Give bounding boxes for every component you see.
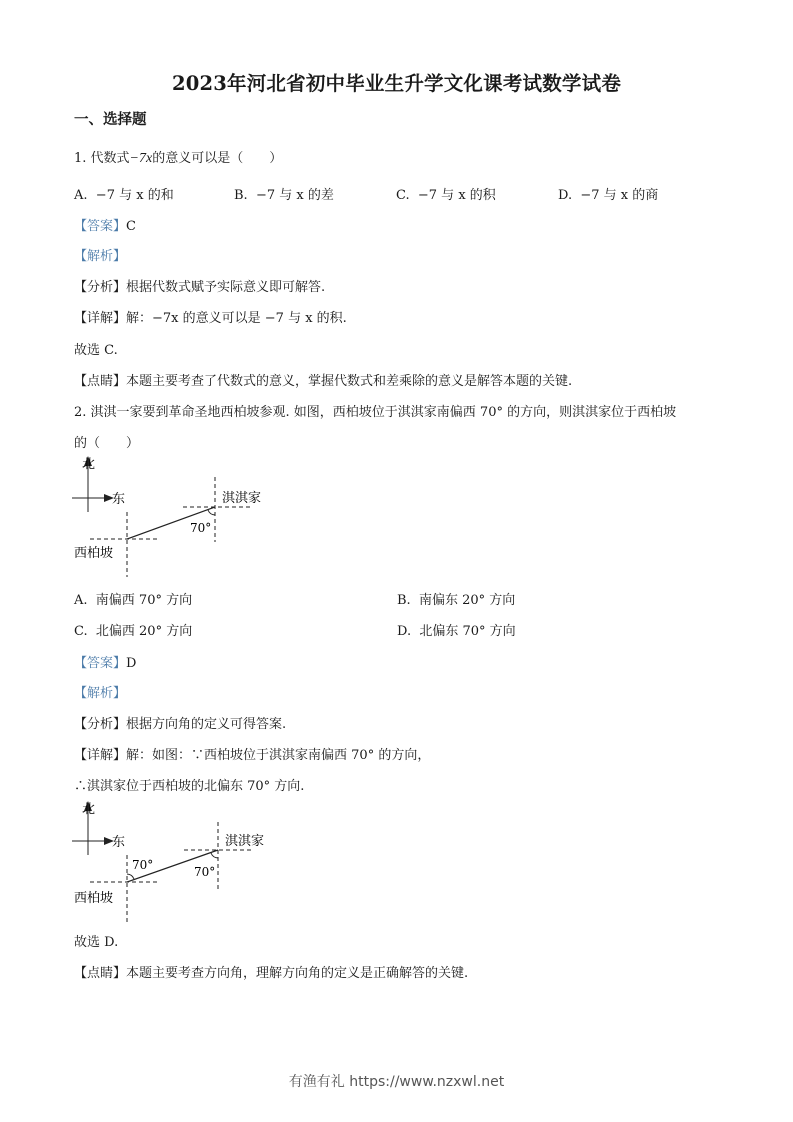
svg-text:70°: 70° — [132, 858, 154, 872]
q2-figure-2 — [60, 797, 320, 927]
q2-stem-line1: 2. 淇淇一家要到革命圣地西柏坡参观. 如图，西柏坡位于淇淇家南偏西 70° 的方向，则淇淇家位于西柏坡 — [74, 405, 677, 420]
q1-conclusion: 故选 C. — [74, 343, 118, 358]
svg-text:东: 东 — [112, 492, 126, 507]
footer-watermark: 有渔有礼 https://www.nzxwl.net — [288, 1074, 505, 1090]
q2-option-d: D. 北偏东 70° 方向 — [397, 624, 516, 639]
q2-analysis-heading: 【解析】 — [74, 686, 127, 701]
svg-text:东: 东 — [112, 835, 126, 850]
svg-text:淇淇家: 淇淇家 — [222, 491, 262, 506]
q2-option-c: C. 北偏西 20° 方向 — [74, 624, 193, 639]
svg-text:西柏坡: 西柏坡 — [74, 891, 114, 906]
q2-fenxi: 【分析】根据方向角的定义可得答案. — [74, 717, 287, 732]
svg-text:北: 北 — [82, 457, 96, 472]
page-title: 2023年河北省初中毕业生升学文化课考试数学试卷 — [171, 72, 622, 95]
q2-xiangjie: 【详解】解：如图：∵西柏坡位于淇淇家南偏西 70° 的方向， — [74, 748, 431, 763]
q1-dianjing: 【点睛】本题主要考查了代数式的意义，掌握代数式和差乘除的意义是解答本题的关键. — [74, 374, 573, 389]
q2-stem-line2: 的（ ） — [74, 436, 140, 451]
q1-option-b: B. −7 与 x 的差 — [234, 188, 334, 203]
q1-stem: 1. 代数式−7x的意义可以是（ ） — [74, 151, 283, 166]
q1-option-c: C. −7 与 x 的积 — [396, 188, 496, 203]
q2-therefore: ∴淇淇家位于西柏坡的北偏东 70° 方向. — [74, 779, 305, 794]
q1-answer: 【答案】C — [74, 219, 136, 234]
q2-answer: 【答案】D — [74, 656, 137, 671]
q1-xiangjie: 【详解】解：−7x 的意义可以是 −7 与 x 的积. — [74, 311, 347, 326]
q2-option-a: A. 南偏西 70° 方向 — [74, 593, 193, 608]
q1-option-a: A. −7 与 x 的和 — [74, 188, 174, 203]
svg-text:70°: 70° — [190, 521, 212, 535]
svg-text:70°: 70° — [194, 865, 216, 879]
svg-text:西柏坡: 西柏坡 — [74, 546, 114, 561]
svg-text:北: 北 — [82, 802, 96, 817]
q1-analysis-heading: 【解析】 — [74, 249, 127, 264]
q2-option-b: B. 南偏东 20° 方向 — [397, 593, 516, 608]
section-heading: 一、选择题 — [74, 111, 147, 128]
svg-text:淇淇家: 淇淇家 — [225, 834, 265, 849]
q2-figure-1 — [60, 452, 300, 582]
q2-conclusion: 故选 D. — [74, 935, 119, 950]
q2-dianjing: 【点睛】本题主要考查方向角，理解方向角的定义是正确解答的关键. — [74, 966, 469, 981]
q1-fenxi: 【分析】根据代数式赋予实际意义即可解答. — [74, 280, 326, 295]
q1-option-d: D. −7 与 x 的商 — [558, 188, 659, 203]
q1-expression: −7x — [129, 151, 153, 166]
